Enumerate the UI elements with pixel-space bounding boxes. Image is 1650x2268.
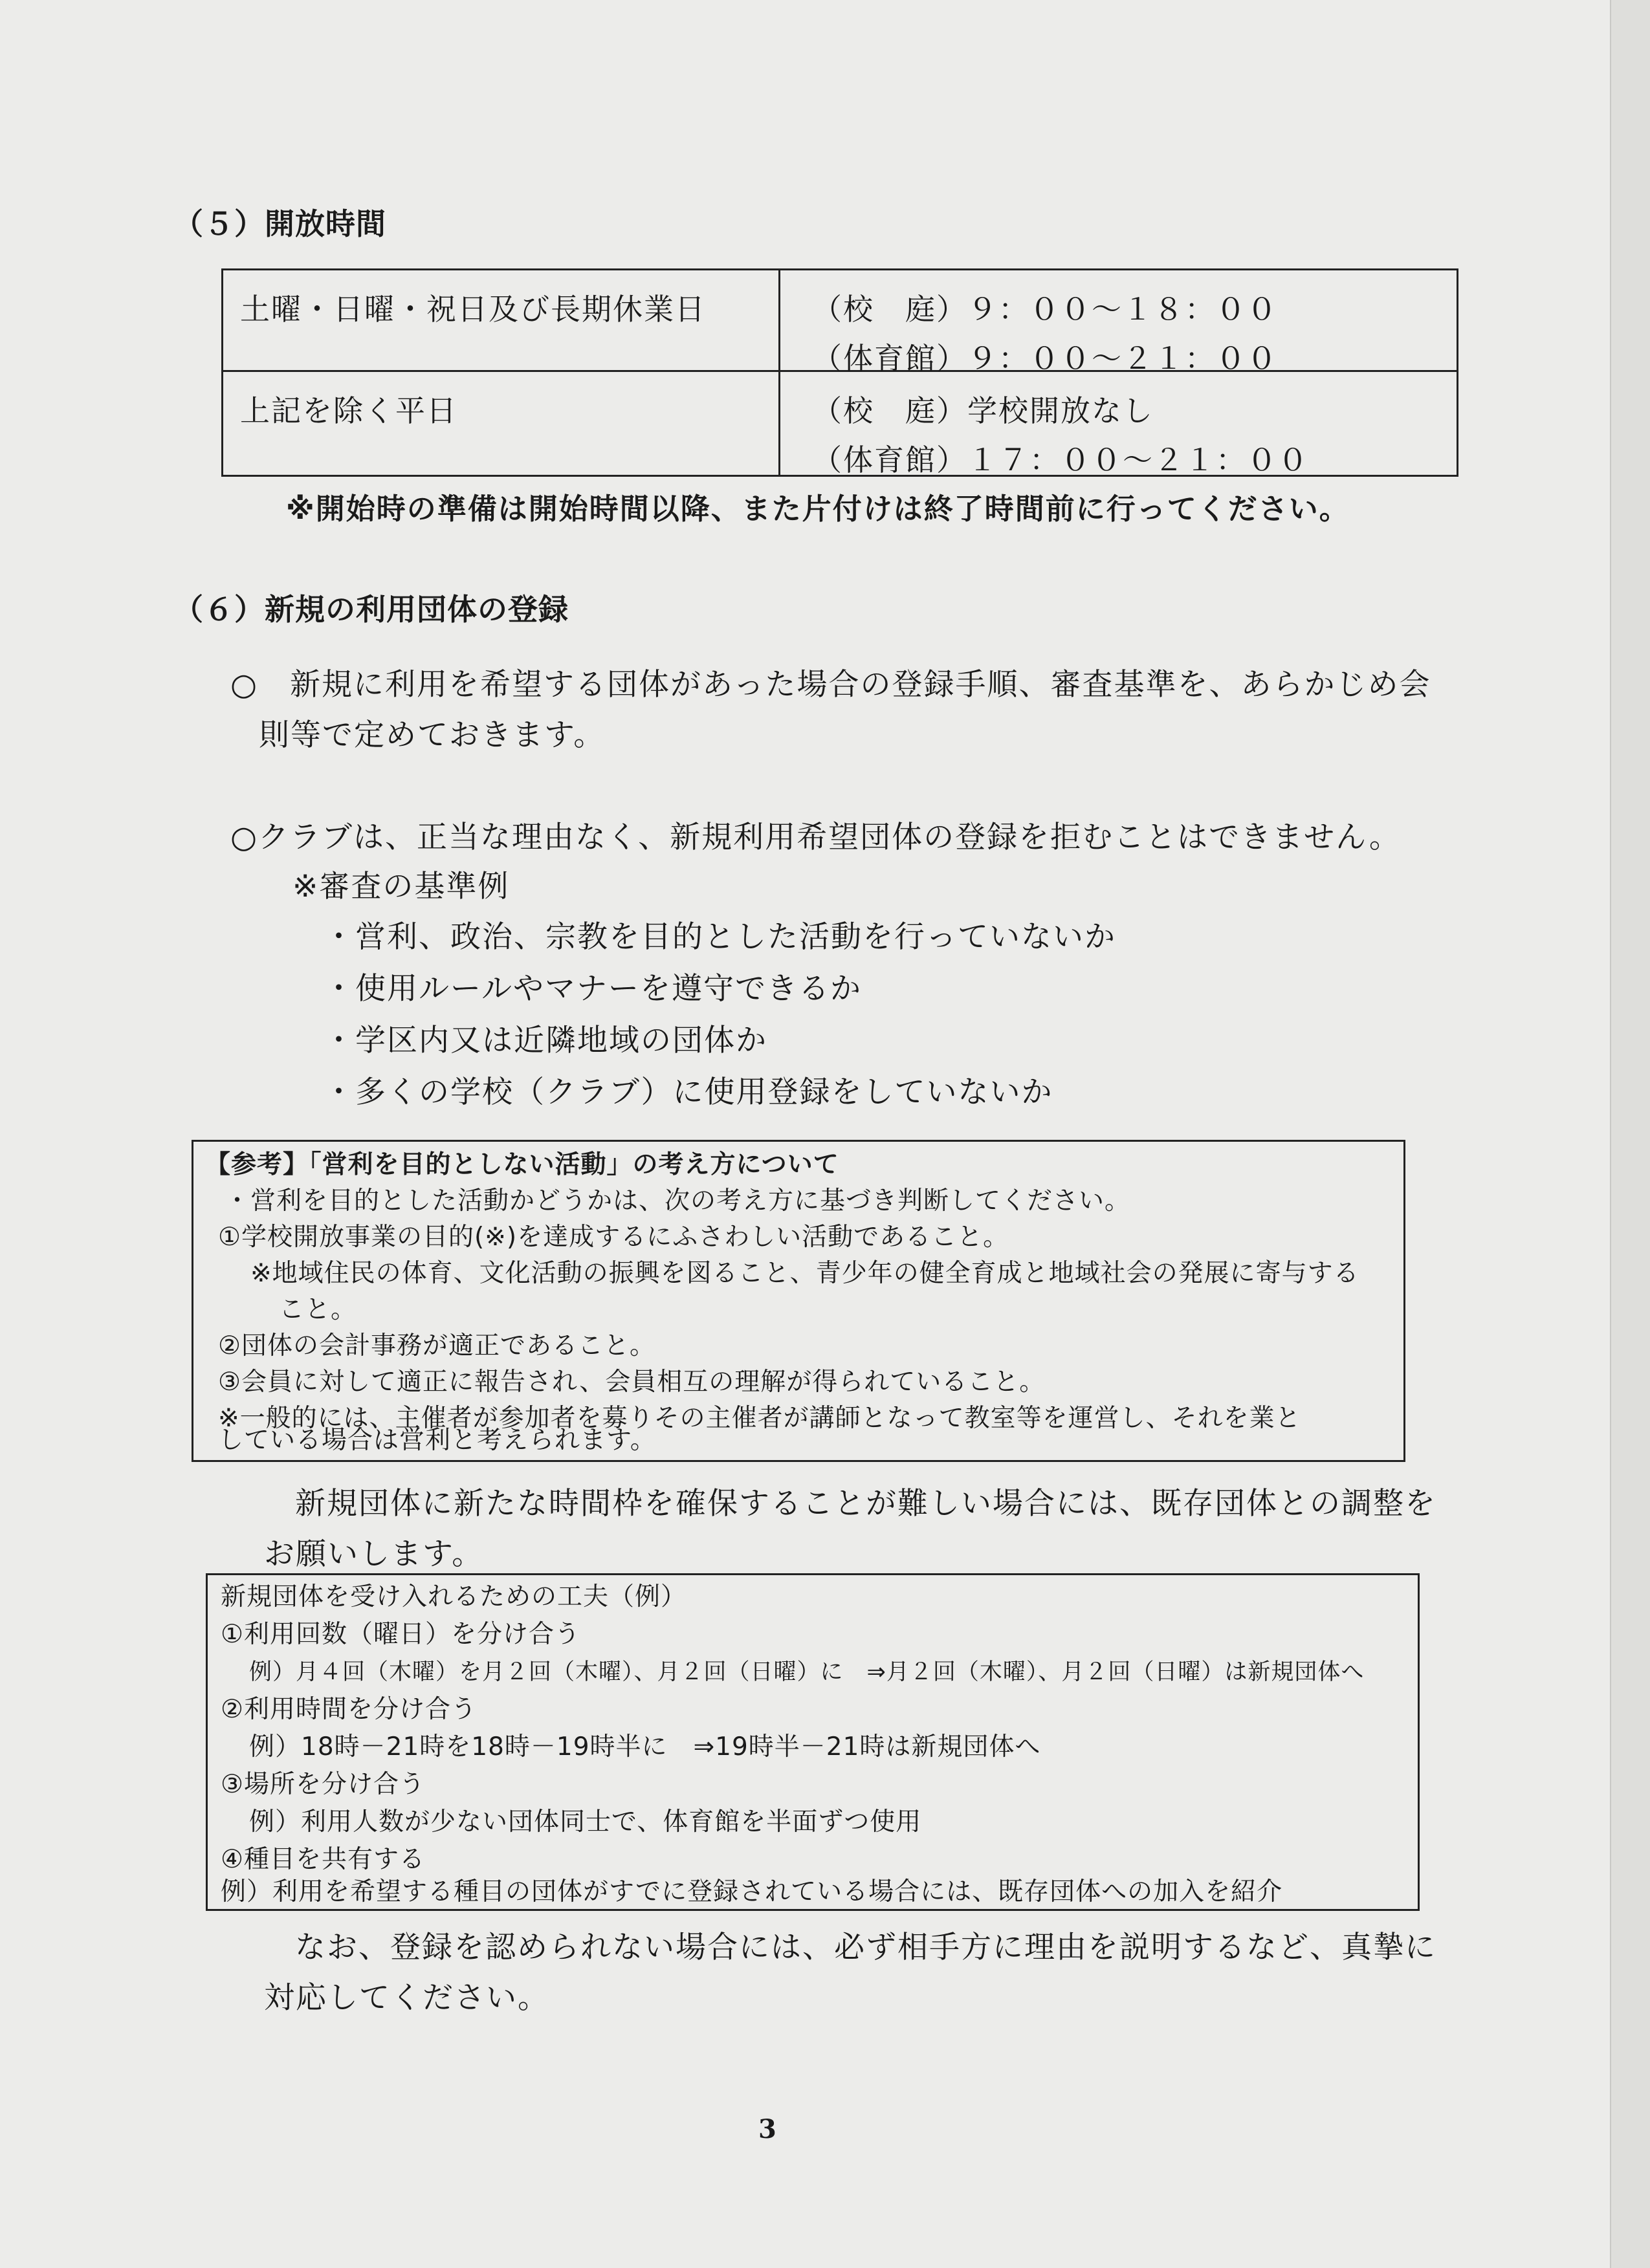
reference-title: 【参考】「営利を目的としない活動」の考え方について: [205, 1150, 839, 1179]
tips-line: ③場所を分け合う: [221, 1770, 425, 1799]
criteria-item: ・学区内又は近隣地域の団体か: [324, 1023, 767, 1058]
section5-heading: （５）開放時間: [173, 206, 386, 241]
row-value: （体育館）１７：００～２１：００: [812, 442, 1309, 477]
reference-box: [192, 1140, 1405, 1462]
table-row: [223, 372, 1457, 475]
section6-heading: （６）新規の利用団体の登録: [173, 592, 569, 627]
paragraph-line: ○クラブは、正当な理由なく、新規利用希望団体の登録を拒むことはできません。: [230, 820, 1401, 855]
row-label: 土曜・日曜・祝日及び長期休業日: [240, 292, 706, 327]
paragraph-line: 則等で定めておきます。: [259, 717, 606, 753]
row-value: （校 庭）学校開放なし: [812, 393, 1154, 428]
row-value: （体育館）９：００～２１：００: [812, 341, 1278, 376]
paragraph-line: なお、登録を認められない場合には、必ず相手方に理由を説明するなど、真摯に: [295, 1930, 1436, 1965]
paragraph-line: ○ 新規に利用を希望する団体があった場合の登録手順、審査基準を、あらかじめ会: [230, 667, 1431, 703]
paragraph-line: お願いします。: [264, 1536, 484, 1572]
reference-line: ※地域住民の体育、文化活動の振興を図ること、青少年の健全育成と地域社会の発展に寄与する: [250, 1259, 1359, 1288]
tips-line: ②利用時間を分け合う: [221, 1695, 477, 1724]
criteria-item: ・使用ルールやマナーを遵守できるか: [324, 971, 863, 1007]
paragraph-line: 対応してください。: [264, 1980, 549, 2016]
tips-title: 新規団体を受け入れるための工夫（例）: [221, 1582, 687, 1611]
tips-line: 例）月４回（木曜）を月２回（木曜）、月２回（日曜）に ⇒月２回（木曜）、月２回（日曜）は新規団体へ: [249, 1659, 1365, 1685]
reference-line: ・営利を目的とした活動かどうかは、次の考え方に基づき判断してください。: [225, 1186, 1131, 1216]
criteria-item: ・多くの学校（クラブ）に使用登録をしていないか: [324, 1074, 1053, 1110]
tips-line: 例）利用を希望する種目の団体がすでに登録されている場合には、既存団体への加入を紹介: [221, 1877, 1283, 1906]
reference-line: こと。: [279, 1295, 357, 1324]
reference-line: ※一般的には、主催者が参加者を募りその主催者が講師となって教室等を運営し、それを業と: [218, 1404, 1301, 1433]
tips-line: 例）18時－21時を18時－19時半に ⇒19時半－21時は新規団体へ: [249, 1732, 1041, 1761]
tips-box: [206, 1573, 1420, 1911]
page-edge: [1610, 0, 1650, 2268]
paragraph-line: 新規団体に新たな時間枠を確保することが難しい場合には、既存団体との調整を: [295, 1486, 1436, 1521]
row-label: 上記を除く平日: [240, 393, 457, 428]
criteria-item: ・営利、政治、宗教を目的とした活動を行っていないか: [324, 919, 1116, 955]
hours-note: ※開始時の準備は開始時間以降、また片付けは終了時間前に行ってください。: [286, 492, 1350, 526]
row-value: （校 庭）９：００～１８：００: [812, 292, 1278, 327]
table-row: [223, 270, 1457, 376]
hours-table: [221, 268, 1458, 477]
tips-line: ①利用回数（曜日）を分け合う: [221, 1620, 580, 1649]
reference-line: ③会員に対して適正に報告され、会員相互の理解が得られていること。: [218, 1368, 1046, 1397]
page-number: 3: [758, 2114, 776, 2144]
reference-line: している場合は営利と考えられます。: [218, 1426, 656, 1455]
criteria-heading: ※審査の基準例: [292, 869, 510, 904]
reference-line: ②団体の会計事務が適正であること。: [218, 1331, 655, 1360]
reference-line: ①学校開放事業の目的(※)を達成するにふさわしい活動であること。: [218, 1223, 1009, 1252]
tips-line: 例）利用人数が少ない団体同士で、体育館を半面ずつ使用: [249, 1807, 922, 1837]
tips-line: ④種目を共有する: [221, 1845, 425, 1874]
